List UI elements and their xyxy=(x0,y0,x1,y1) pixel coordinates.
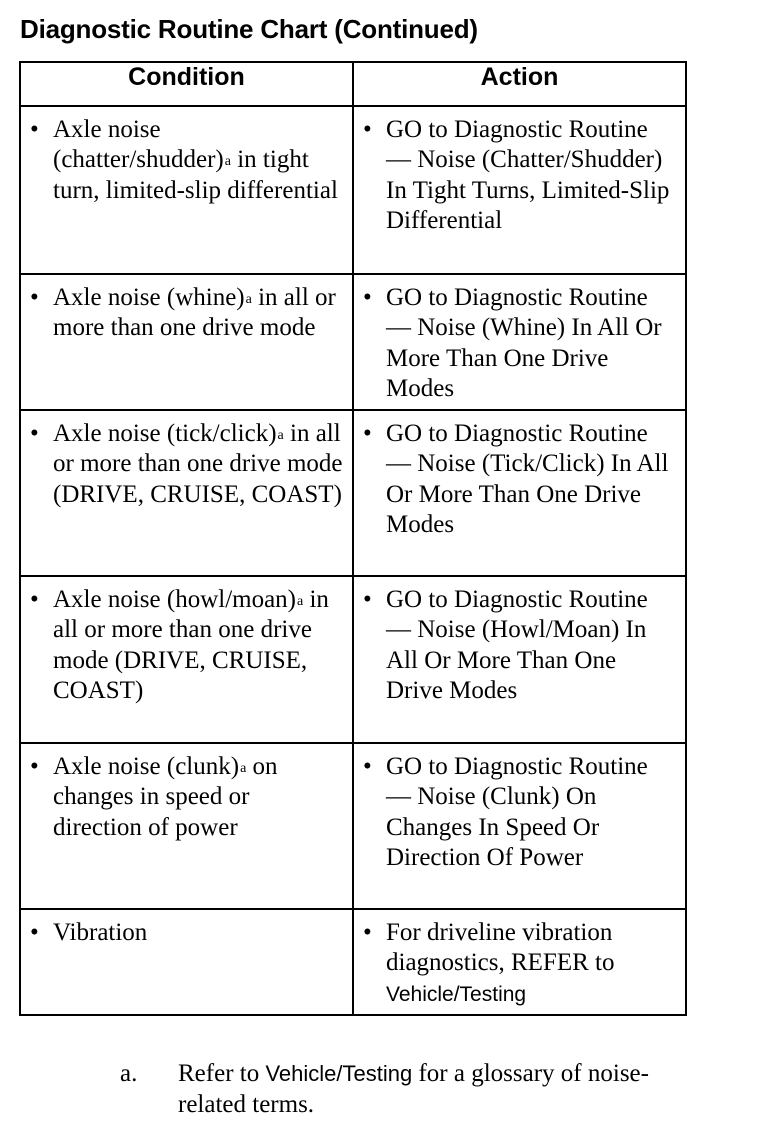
action-text: GO to Diagnostic Routine — Noise (Clunk) On Changes In Speed Or Direction Of Power xyxy=(386,753,648,872)
footnote-marker: a xyxy=(240,761,247,776)
condition-text: in all or more than one drive mode (DRIVE, CRUISE, COAST) xyxy=(53,586,329,705)
table-row xyxy=(20,576,686,743)
reference-link: Vehicle/Testing xyxy=(265,1061,413,1086)
action-cell xyxy=(353,909,686,1015)
table-row xyxy=(20,909,686,1015)
action-cell xyxy=(353,410,686,576)
action-text: For driveline vibration diagnostics, REFER to xyxy=(386,919,615,977)
footnote-marker: a xyxy=(297,594,304,609)
condition-text: Axle noise (tick/click) xyxy=(53,420,277,447)
condition-text: Vibration xyxy=(53,919,148,946)
condition-text: in all or more than one drive mode xyxy=(53,284,336,342)
condition-cell xyxy=(20,743,353,909)
condition-text: in tight turn, limited-slip differential xyxy=(53,146,338,204)
condition-cell xyxy=(20,106,353,274)
action-text: GO to Diagnostic Routine — Noise (Howl/Moan) In All Or More Than One Drive Modes xyxy=(386,586,648,705)
condition-text: Axle noise (clunk) xyxy=(53,753,240,780)
condition-cell xyxy=(20,410,353,576)
table-header-row xyxy=(20,62,686,106)
footnote-marker: a xyxy=(245,292,252,307)
table-row xyxy=(20,410,686,576)
bullet-icon: • xyxy=(363,116,372,143)
condition-cell xyxy=(20,274,353,410)
condition-text: on changes in speed or direction of power xyxy=(53,753,278,841)
bullet-icon: • xyxy=(30,586,39,613)
bullet-icon: • xyxy=(363,586,372,613)
action-text: GO to Diagnostic Routine — Noise (Tick/Click) In All Or More Than One Drive Modes xyxy=(386,420,669,539)
bullet-icon: • xyxy=(363,284,372,311)
footnote-text: for a glossary of noise-related terms. xyxy=(178,1060,649,1118)
condition-text: Axle noise (whine) xyxy=(53,284,245,311)
page-title: Diagnostic Routine Chart (Continued) xyxy=(20,14,478,44)
footnote-marker: a xyxy=(224,154,231,170)
table-row xyxy=(20,274,686,410)
condition-cell xyxy=(20,576,353,743)
condition-cell xyxy=(20,909,353,1015)
bullet-icon: • xyxy=(30,420,39,447)
bullet-icon: • xyxy=(30,284,39,311)
condition-text: in all or more than one drive mode (DRIVE, CRUISE, COAST) xyxy=(53,420,343,508)
table-row xyxy=(20,743,686,909)
table-row xyxy=(20,106,686,274)
condition-text: Axle noise (chatter/shudder) xyxy=(53,116,224,174)
action-cell xyxy=(353,576,686,743)
action-text: GO to Diagnostic Routine — Noise (Whine) In All Or More Than One Drive Modes xyxy=(386,284,662,403)
action-cell xyxy=(353,106,686,274)
diagnostic-chart-table xyxy=(19,61,687,1016)
bullet-icon: • xyxy=(363,753,372,780)
footnote-marker: a xyxy=(277,428,284,443)
bullet-icon: • xyxy=(30,919,39,946)
bullet-icon: • xyxy=(363,420,372,447)
bullet-icon: • xyxy=(30,753,39,780)
action-header: Action xyxy=(353,62,686,106)
bullet-icon: • xyxy=(363,919,372,946)
condition-text: Axle noise (howl/moan) xyxy=(53,586,297,613)
footnote-text: Refer to xyxy=(178,1060,260,1087)
action-cell xyxy=(353,274,686,410)
bullet-icon: • xyxy=(30,116,39,143)
action-cell xyxy=(353,743,686,909)
condition-header: Condition xyxy=(20,62,353,106)
action-text: GO to Diagnostic Routine — Noise (Chatter/Shudder) In Tight Turns, Limited-Slip Differential xyxy=(386,116,670,235)
reference-link: Vehicle/Testing xyxy=(386,982,527,1006)
footnote-label: a. xyxy=(120,1060,138,1087)
